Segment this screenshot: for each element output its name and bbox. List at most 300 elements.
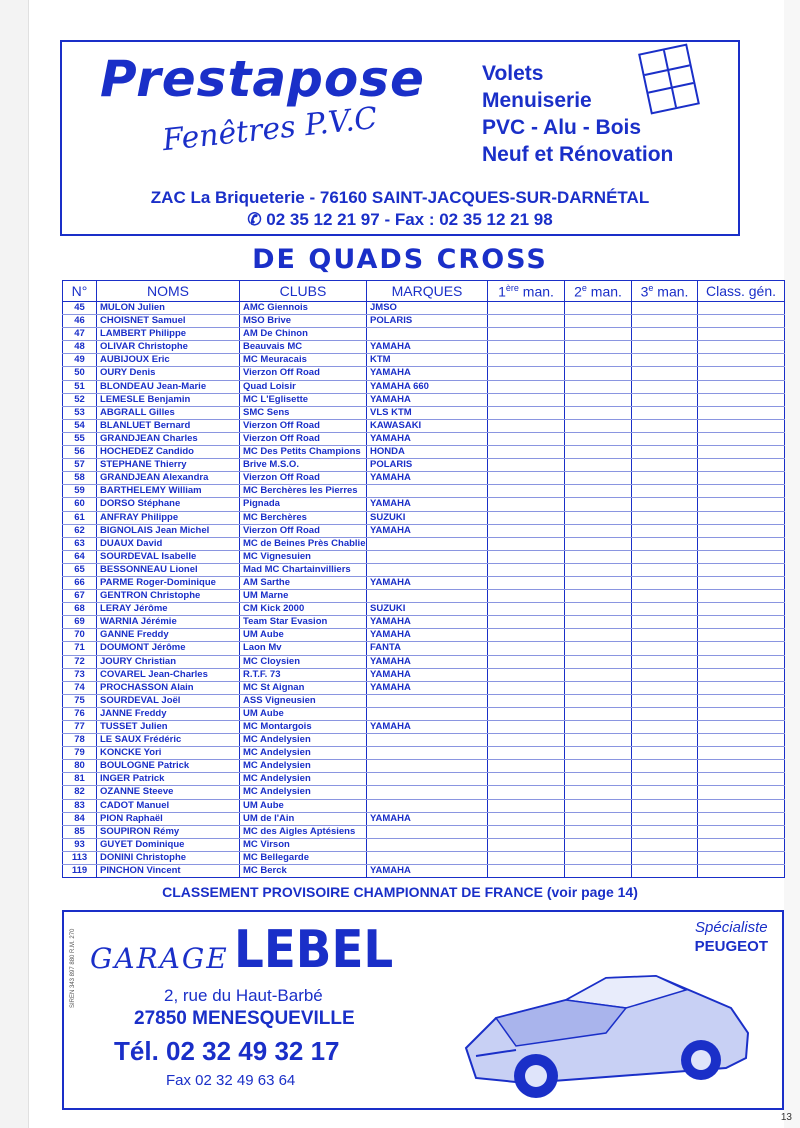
row-name: OURY Denis xyxy=(97,367,240,380)
row-club: Vierzon Off Road xyxy=(240,367,367,380)
row-class xyxy=(698,446,785,459)
row-club: UM Aube xyxy=(240,799,367,812)
row-num: 82 xyxy=(63,786,97,799)
row-class xyxy=(698,629,785,642)
col-num: N° xyxy=(63,281,97,302)
row-man1 xyxy=(488,642,565,655)
row-man3 xyxy=(632,668,698,681)
row-marque: POLARIS xyxy=(367,315,488,328)
row-man1 xyxy=(488,838,565,851)
row-marque: VLS KTM xyxy=(367,406,488,419)
garage-label: GARAGE xyxy=(90,942,229,975)
convertible-car-icon xyxy=(456,938,756,1106)
row-marque xyxy=(367,825,488,838)
table-row xyxy=(63,851,785,864)
row-club: CM Kick 2000 xyxy=(240,603,367,616)
row-class xyxy=(698,406,785,419)
row-man1 xyxy=(488,851,565,864)
row-num: 63 xyxy=(63,537,97,550)
row-marque: YAMAHA xyxy=(367,576,488,589)
row-man2 xyxy=(565,616,632,629)
row-name: JOURY Christian xyxy=(97,655,240,668)
row-class xyxy=(698,354,785,367)
row-name: CADOT Manuel xyxy=(97,799,240,812)
row-club: UM Aube xyxy=(240,629,367,642)
row-num: 83 xyxy=(63,799,97,812)
row-man3 xyxy=(632,721,698,734)
row-num: 73 xyxy=(63,668,97,681)
row-club: AM Sarthe xyxy=(240,576,367,589)
table-row xyxy=(63,537,785,550)
row-name: WARNIA Jérémie xyxy=(97,616,240,629)
row-club: Mad MC Chartainvilliers xyxy=(240,563,367,576)
row-club: MC Meuracais xyxy=(240,354,367,367)
row-club: MC Vignesuien xyxy=(240,550,367,563)
siren-text: SIREN 343 897 880 R.M. 270 xyxy=(70,928,76,1008)
row-name: BIGNOLAIS Jean Michel xyxy=(97,524,240,537)
row-man3 xyxy=(632,432,698,445)
row-club: AMC Giennois xyxy=(240,302,367,315)
row-man3 xyxy=(632,786,698,799)
specialist-label: Spécialiste xyxy=(695,919,768,936)
table-row xyxy=(63,773,785,786)
row-marque: YAMAHA xyxy=(367,341,488,354)
table-row xyxy=(63,721,785,734)
row-club: MC Andelysien xyxy=(240,760,367,773)
row-class xyxy=(698,419,785,432)
row-marque xyxy=(367,760,488,773)
row-name: DONINI Christophe xyxy=(97,851,240,864)
row-num: 93 xyxy=(63,838,97,851)
row-marque xyxy=(367,851,488,864)
row-marque xyxy=(367,786,488,799)
row-name: COVAREL Jean-Charles xyxy=(97,668,240,681)
row-man3 xyxy=(632,367,698,380)
table-row xyxy=(63,550,785,563)
row-num: 75 xyxy=(63,694,97,707)
row-marque: YAMAHA xyxy=(367,432,488,445)
row-num: 77 xyxy=(63,721,97,734)
row-man3 xyxy=(632,524,698,537)
row-name: LE SAUX Frédéric xyxy=(97,734,240,747)
row-man1 xyxy=(488,773,565,786)
row-marque xyxy=(367,590,488,603)
row-name: SOURDEVAL Isabelle xyxy=(97,550,240,563)
table-row xyxy=(63,459,785,472)
row-man1 xyxy=(488,472,565,485)
row-club: MC Bellegarde xyxy=(240,851,367,864)
row-num: 68 xyxy=(63,603,97,616)
row-name: ABGRALL Gilles xyxy=(97,406,240,419)
page-number: 13 xyxy=(780,1112,792,1123)
row-num: 70 xyxy=(63,629,97,642)
table-row xyxy=(63,576,785,589)
row-num: 57 xyxy=(63,459,97,472)
row-name: DUAUX David xyxy=(97,537,240,550)
row-club: MC Andelysien xyxy=(240,747,367,760)
row-marque: SUZUKI xyxy=(367,603,488,616)
row-class xyxy=(698,315,785,328)
row-class xyxy=(698,511,785,524)
row-man1 xyxy=(488,367,565,380)
row-num: 48 xyxy=(63,341,97,354)
row-name: OZANNE Steeve xyxy=(97,786,240,799)
table-row xyxy=(63,563,785,576)
row-man2 xyxy=(565,668,632,681)
row-man2 xyxy=(565,812,632,825)
table-row xyxy=(63,786,785,799)
row-num: 59 xyxy=(63,485,97,498)
row-name: BARTHELEMY William xyxy=(97,485,240,498)
row-man1 xyxy=(488,393,565,406)
row-man1 xyxy=(488,603,565,616)
row-man2 xyxy=(565,563,632,576)
row-club: MC Virson xyxy=(240,838,367,851)
table-row xyxy=(63,694,785,707)
row-marque xyxy=(367,328,488,341)
row-num: 76 xyxy=(63,707,97,720)
row-club: MC Cloysien xyxy=(240,655,367,668)
row-man1 xyxy=(488,419,565,432)
row-name: GUYET Dominique xyxy=(97,838,240,851)
prestapose-logo: Prestapose xyxy=(100,50,425,108)
row-name: DORSO Stéphane xyxy=(97,498,240,511)
row-name: LERAY Jérôme xyxy=(97,603,240,616)
results-table xyxy=(62,280,785,878)
row-name: DOUMONT Jérôme xyxy=(97,642,240,655)
row-man2 xyxy=(565,419,632,432)
row-num: 84 xyxy=(63,812,97,825)
row-class xyxy=(698,498,785,511)
row-class xyxy=(698,341,785,354)
row-man3 xyxy=(632,302,698,315)
row-club: Vierzon Off Road xyxy=(240,432,367,445)
row-class xyxy=(698,302,785,315)
row-man1 xyxy=(488,707,565,720)
row-man2 xyxy=(565,865,632,878)
row-marque: YAMAHA xyxy=(367,865,488,878)
row-man2 xyxy=(565,341,632,354)
row-man1 xyxy=(488,315,565,328)
row-club: MC Montargois xyxy=(240,721,367,734)
row-man3 xyxy=(632,380,698,393)
row-class xyxy=(698,328,785,341)
row-man1 xyxy=(488,786,565,799)
row-club: Brive M.S.O. xyxy=(240,459,367,472)
row-man2 xyxy=(565,576,632,589)
row-man3 xyxy=(632,485,698,498)
row-man3 xyxy=(632,498,698,511)
table-row xyxy=(63,328,785,341)
row-man3 xyxy=(632,590,698,603)
table-row xyxy=(63,432,785,445)
row-man3 xyxy=(632,747,698,760)
row-name: GRANDJEAN Alexandra xyxy=(97,472,240,485)
row-class xyxy=(698,681,785,694)
row-class xyxy=(698,668,785,681)
table-row xyxy=(63,511,785,524)
table-row xyxy=(63,393,785,406)
row-club: MC Andelysien xyxy=(240,786,367,799)
col-clubs: CLUBS xyxy=(240,281,367,302)
row-man1 xyxy=(488,354,565,367)
row-name: CHOISNET Samuel xyxy=(97,315,240,328)
row-num: 78 xyxy=(63,734,97,747)
row-man3 xyxy=(632,328,698,341)
row-club: R.T.F. 73 xyxy=(240,668,367,681)
row-marque: HONDA xyxy=(367,446,488,459)
row-club: MC Andelysien xyxy=(240,734,367,747)
row-man3 xyxy=(632,851,698,864)
row-man1 xyxy=(488,576,565,589)
row-num: 67 xyxy=(63,590,97,603)
row-class xyxy=(698,694,785,707)
table-row xyxy=(63,655,785,668)
row-num: 47 xyxy=(63,328,97,341)
table-row xyxy=(63,446,785,459)
row-man1 xyxy=(488,668,565,681)
row-class xyxy=(698,485,785,498)
table-row xyxy=(63,590,785,603)
row-man3 xyxy=(632,734,698,747)
row-club: Laon Mv xyxy=(240,642,367,655)
row-man2 xyxy=(565,550,632,563)
row-class xyxy=(698,760,785,773)
row-marque: YAMAHA xyxy=(367,498,488,511)
row-num: 80 xyxy=(63,760,97,773)
row-man1 xyxy=(488,328,565,341)
table-row xyxy=(63,812,785,825)
row-name: PINCHON Vincent xyxy=(97,865,240,878)
lebel-fax: Fax 02 32 49 63 64 xyxy=(166,1072,296,1089)
row-man2 xyxy=(565,799,632,812)
row-man3 xyxy=(632,472,698,485)
service-item: Neuf et Rénovation xyxy=(482,143,674,166)
row-man3 xyxy=(632,315,698,328)
row-num: 61 xyxy=(63,511,97,524)
page-edge xyxy=(784,0,800,1128)
row-man2 xyxy=(565,629,632,642)
row-num: 56 xyxy=(63,446,97,459)
row-name: AUBIJOUX Eric xyxy=(97,354,240,367)
row-man1 xyxy=(488,446,565,459)
row-marque xyxy=(367,747,488,760)
row-class xyxy=(698,655,785,668)
row-marque: YAMAHA xyxy=(367,629,488,642)
table-row xyxy=(63,406,785,419)
table-row xyxy=(63,302,785,315)
row-name: PARME Roger-Dominique xyxy=(97,576,240,589)
row-man2 xyxy=(565,472,632,485)
row-man3 xyxy=(632,694,698,707)
row-man1 xyxy=(488,747,565,760)
table-row xyxy=(63,681,785,694)
row-man1 xyxy=(488,406,565,419)
row-man1 xyxy=(488,812,565,825)
row-man3 xyxy=(632,446,698,459)
row-club: Vierzon Off Road xyxy=(240,472,367,485)
row-marque: YAMAHA xyxy=(367,721,488,734)
row-man1 xyxy=(488,432,565,445)
row-marque: YAMAHA xyxy=(367,616,488,629)
table-row xyxy=(63,734,785,747)
service-item: Menuiserie xyxy=(482,89,592,112)
row-class xyxy=(698,603,785,616)
table-row xyxy=(63,603,785,616)
row-man2 xyxy=(565,524,632,537)
row-name: JANNE Freddy xyxy=(97,707,240,720)
table-row xyxy=(63,707,785,720)
row-club: MC Andelysien xyxy=(240,773,367,786)
row-name: LAMBERT Philippe xyxy=(97,328,240,341)
page-gutter xyxy=(0,0,29,1128)
table-row xyxy=(63,838,785,851)
row-num: 72 xyxy=(63,655,97,668)
row-class xyxy=(698,642,785,655)
row-num: 113 xyxy=(63,851,97,864)
row-man3 xyxy=(632,773,698,786)
col-man3: 3e man. xyxy=(632,281,698,302)
row-num: 71 xyxy=(63,642,97,655)
row-man1 xyxy=(488,563,565,576)
row-club: MSO Brive xyxy=(240,315,367,328)
row-man3 xyxy=(632,603,698,616)
row-class xyxy=(698,773,785,786)
row-marque: POLARIS xyxy=(367,459,488,472)
row-class xyxy=(698,825,785,838)
row-club: MC de Beines Près Chablie xyxy=(240,537,367,550)
row-man1 xyxy=(488,511,565,524)
row-man2 xyxy=(565,354,632,367)
row-name: SOURDEVAL Joël xyxy=(97,694,240,707)
row-club: Vierzon Off Road xyxy=(240,419,367,432)
row-man1 xyxy=(488,681,565,694)
row-man2 xyxy=(565,590,632,603)
row-class xyxy=(698,707,785,720)
row-num: 62 xyxy=(63,524,97,537)
row-marque xyxy=(367,734,488,747)
table-row xyxy=(63,629,785,642)
row-num: 66 xyxy=(63,576,97,589)
row-name: PROCHASSON Alain xyxy=(97,681,240,694)
prestapose-subtitle: Fenêtres P.V.C xyxy=(160,100,379,159)
col-man1: 1ère man. xyxy=(488,281,565,302)
row-man1 xyxy=(488,524,565,537)
prestapose-ad xyxy=(60,40,740,236)
row-class xyxy=(698,393,785,406)
table-row xyxy=(63,865,785,878)
row-class xyxy=(698,432,785,445)
table-row xyxy=(63,472,785,485)
row-man2 xyxy=(565,406,632,419)
row-man1 xyxy=(488,721,565,734)
table-row xyxy=(63,747,785,760)
row-man3 xyxy=(632,707,698,720)
row-man3 xyxy=(632,537,698,550)
row-marque: YAMAHA xyxy=(367,472,488,485)
row-marque xyxy=(367,563,488,576)
row-man3 xyxy=(632,576,698,589)
row-club: Quad Loisir xyxy=(240,380,367,393)
row-club: ASS Vigneusien xyxy=(240,694,367,707)
row-marque xyxy=(367,550,488,563)
row-marque xyxy=(367,838,488,851)
row-man3 xyxy=(632,865,698,878)
row-class xyxy=(698,799,785,812)
row-man2 xyxy=(565,642,632,655)
row-class xyxy=(698,576,785,589)
row-class xyxy=(698,734,785,747)
row-club: MC Des Petits Champions xyxy=(240,446,367,459)
row-man2 xyxy=(565,459,632,472)
row-num: 65 xyxy=(63,563,97,576)
row-man2 xyxy=(565,485,632,498)
table-row xyxy=(63,341,785,354)
row-man3 xyxy=(632,825,698,838)
service-item: PVC - Alu - Bois xyxy=(482,116,642,139)
row-man1 xyxy=(488,550,565,563)
row-num: 49 xyxy=(63,354,97,367)
row-man2 xyxy=(565,773,632,786)
row-marque: YAMAHA xyxy=(367,367,488,380)
row-class xyxy=(698,563,785,576)
row-man2 xyxy=(565,760,632,773)
row-marque: YAMAHA 660 xyxy=(367,380,488,393)
row-club: Team Star Evasion xyxy=(240,616,367,629)
row-man2 xyxy=(565,315,632,328)
row-class xyxy=(698,590,785,603)
row-name: MULON Julien xyxy=(97,302,240,315)
row-man1 xyxy=(488,380,565,393)
row-class xyxy=(698,838,785,851)
row-man1 xyxy=(488,655,565,668)
row-man2 xyxy=(565,825,632,838)
col-noms: NOMS xyxy=(97,281,240,302)
row-club: Vierzon Off Road xyxy=(240,524,367,537)
row-class xyxy=(698,459,785,472)
row-man3 xyxy=(632,563,698,576)
row-name: PION Raphaël xyxy=(97,812,240,825)
row-marque: JMSO xyxy=(367,302,488,315)
row-marque xyxy=(367,694,488,707)
row-man2 xyxy=(565,498,632,511)
table-row xyxy=(63,616,785,629)
row-marque: YAMAHA xyxy=(367,655,488,668)
row-name: GANNE Freddy xyxy=(97,629,240,642)
row-club: UM Marne xyxy=(240,590,367,603)
row-club: MC St Aignan xyxy=(240,681,367,694)
row-marque: YAMAHA xyxy=(367,524,488,537)
row-marque: YAMAHA xyxy=(367,668,488,681)
col-class: Class. gén. xyxy=(698,281,785,302)
row-marque xyxy=(367,537,488,550)
row-man3 xyxy=(632,629,698,642)
row-num: 64 xyxy=(63,550,97,563)
row-club: MC Berchères les Pierres xyxy=(240,485,367,498)
prestapose-phone: ✆ 02 35 12 21 97 - Fax : 02 35 12 21 98 xyxy=(247,210,553,229)
row-man3 xyxy=(632,550,698,563)
row-name: ANFRAY Philippe xyxy=(97,511,240,524)
row-man2 xyxy=(565,681,632,694)
row-man2 xyxy=(565,603,632,616)
lebel-ad xyxy=(62,910,784,1110)
row-man2 xyxy=(565,302,632,315)
row-marque: YAMAHA xyxy=(367,812,488,825)
table-row xyxy=(63,825,785,838)
row-man2 xyxy=(565,380,632,393)
row-name: GRANDJEAN Charles xyxy=(97,432,240,445)
table-header xyxy=(63,281,785,302)
